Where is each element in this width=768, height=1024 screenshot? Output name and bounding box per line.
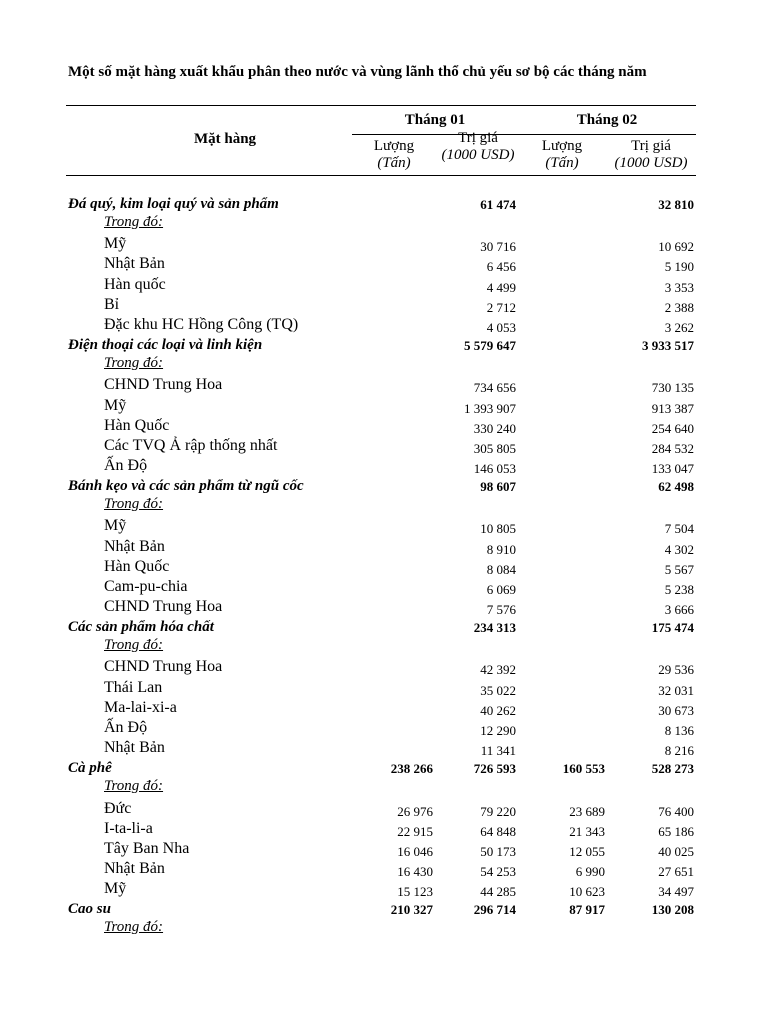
header-qty-month1 bbox=[360, 138, 428, 172]
value-month1-cell: 2 712 bbox=[486, 300, 516, 315]
table-row bbox=[0, 820, 768, 840]
subheading-row bbox=[0, 779, 768, 799]
value-month1-cell: 8 084 bbox=[486, 562, 516, 577]
table-row bbox=[0, 860, 768, 880]
category-row bbox=[0, 477, 768, 497]
value-month2-cell: 528 273 bbox=[651, 761, 694, 776]
country-label: Tây Ban Nha bbox=[104, 840, 190, 857]
qty-month2-cell: 10 623 bbox=[569, 884, 605, 899]
value-month2-cell: 29 536 bbox=[658, 662, 694, 677]
qty-month1-cell: 16 430 bbox=[397, 864, 433, 879]
value-month1-cell: 8 910 bbox=[486, 542, 516, 557]
table-row bbox=[0, 699, 768, 719]
value-month1-cell: 4 499 bbox=[486, 280, 516, 295]
table-header-bottom-rule bbox=[66, 175, 696, 176]
value-month1-cell: 10 805 bbox=[480, 521, 516, 536]
category-row bbox=[0, 195, 768, 215]
value-month1-cell: 40 262 bbox=[480, 703, 516, 718]
table-row bbox=[0, 517, 768, 537]
header-item: Mặt hàng bbox=[193, 131, 257, 147]
header-value-label: Trị giá bbox=[458, 130, 498, 146]
value-month1-cell: 42 392 bbox=[480, 662, 516, 677]
subheading-label: Trong đó: bbox=[104, 496, 164, 512]
subheading-label: Trong đó: bbox=[104, 637, 164, 653]
value-month1-cell: 30 716 bbox=[480, 239, 516, 254]
category-label: Các sản phẩm hóa chất bbox=[68, 619, 214, 635]
page-title: Một số mặt hàng xuất khẩu phân theo nước và vùng lãnh thổ chủ yếu sơ bộ các tháng năm bbox=[68, 64, 647, 80]
header-month2: Tháng 02 bbox=[576, 112, 638, 128]
country-label: I-ta-li-a bbox=[104, 820, 153, 837]
category-label: Cao su bbox=[68, 901, 111, 917]
value-month1-cell: 330 240 bbox=[473, 421, 516, 436]
table-row bbox=[0, 397, 768, 417]
qty-month1-cell: 238 266 bbox=[390, 761, 433, 776]
qty-month1-cell: 22 915 bbox=[397, 824, 433, 839]
value-month1-cell: 79 220 bbox=[480, 804, 516, 819]
value-month2-cell: 27 651 bbox=[658, 864, 694, 879]
table-row bbox=[0, 376, 768, 396]
header-value-month1 bbox=[438, 130, 518, 175]
value-month1-cell: 6 069 bbox=[486, 582, 516, 597]
country-label: Ấn Độ bbox=[104, 719, 148, 736]
table-row bbox=[0, 598, 768, 618]
header-qty-unit: (Tấn) bbox=[545, 155, 579, 171]
table-row bbox=[0, 840, 768, 860]
country-label: Mỹ bbox=[104, 517, 127, 534]
header-qty-unit: (Tấn) bbox=[377, 155, 411, 171]
table-row bbox=[0, 296, 768, 316]
country-label: Thái Lan bbox=[104, 679, 163, 696]
header-qty-label: Lượng bbox=[541, 138, 583, 154]
header-value-unit: (1000 USD) bbox=[614, 155, 688, 171]
value-month2-cell: 7 504 bbox=[664, 521, 694, 536]
country-label: Nhật Bản bbox=[104, 255, 165, 272]
value-month1-cell: 7 576 bbox=[486, 602, 516, 617]
table-row bbox=[0, 679, 768, 699]
value-month1-cell: 734 656 bbox=[473, 380, 516, 395]
value-month2-cell: 254 640 bbox=[651, 421, 694, 436]
value-month2-cell: 730 135 bbox=[651, 380, 694, 395]
table-row bbox=[0, 558, 768, 578]
value-month2-cell: 8 136 bbox=[664, 723, 694, 738]
category-label: Điện thoại các loại và linh kiện bbox=[68, 337, 263, 353]
country-label: CHND Trung Hoa bbox=[104, 598, 223, 615]
qty-month2-cell: 12 055 bbox=[569, 844, 605, 859]
qty-month1-cell: 16 046 bbox=[397, 844, 433, 859]
table-row bbox=[0, 417, 768, 437]
country-label: Hàn Quốc bbox=[104, 417, 170, 434]
header-value-unit: (1000 USD) bbox=[441, 147, 515, 163]
qty-month1-cell: 15 123 bbox=[397, 884, 433, 899]
table-row bbox=[0, 437, 768, 457]
category-row bbox=[0, 336, 768, 356]
value-month2-cell: 65 186 bbox=[658, 824, 694, 839]
table-row bbox=[0, 739, 768, 759]
value-month2-cell: 3 353 bbox=[664, 280, 694, 295]
qty-month1-cell: 26 976 bbox=[397, 804, 433, 819]
country-label: Nhật Bản bbox=[104, 860, 165, 877]
value-month1-cell: 98 607 bbox=[480, 479, 516, 494]
subheading-row bbox=[0, 920, 768, 940]
value-month1-cell: 35 022 bbox=[480, 683, 516, 698]
subheading-row bbox=[0, 356, 768, 376]
subheading-row bbox=[0, 497, 768, 517]
value-month2-cell: 3 933 517 bbox=[642, 338, 694, 353]
header-value-month2 bbox=[604, 138, 698, 172]
category-label: Cà phê bbox=[68, 760, 112, 776]
value-month2-cell: 34 497 bbox=[658, 884, 694, 899]
value-month2-cell: 30 673 bbox=[658, 703, 694, 718]
country-label: Đức bbox=[104, 800, 132, 817]
value-month1-cell: 50 173 bbox=[480, 844, 516, 859]
value-month1-cell: 4 053 bbox=[486, 320, 516, 335]
table-row bbox=[0, 276, 768, 296]
country-label: Nhật Bản bbox=[104, 538, 165, 555]
value-month1-cell: 726 593 bbox=[473, 761, 516, 776]
value-month1-cell: 54 253 bbox=[480, 864, 516, 879]
value-month2-cell: 5 238 bbox=[664, 582, 694, 597]
value-month1-cell: 44 285 bbox=[480, 884, 516, 899]
value-month2-cell: 5 190 bbox=[664, 259, 694, 274]
header-qty-label: Lượng bbox=[373, 138, 415, 154]
value-month2-cell: 5 567 bbox=[664, 562, 694, 577]
country-label: Mỹ bbox=[104, 397, 127, 414]
category-row bbox=[0, 759, 768, 779]
value-month2-cell: 284 532 bbox=[651, 441, 694, 456]
qty-month1-cell: 210 327 bbox=[390, 902, 433, 917]
value-month2-cell: 40 025 bbox=[658, 844, 694, 859]
country-label: Các TVQ Ả rập thống nhất bbox=[104, 437, 278, 454]
subheading-row bbox=[0, 215, 768, 235]
qty-month2-cell: 23 689 bbox=[569, 804, 605, 819]
value-month2-cell: 8 216 bbox=[664, 743, 694, 758]
value-month2-cell: 62 498 bbox=[658, 479, 694, 494]
country-label: Ấn Độ bbox=[104, 457, 148, 474]
table-row bbox=[0, 235, 768, 255]
value-month1-cell: 6 456 bbox=[486, 259, 516, 274]
table-row bbox=[0, 880, 768, 900]
table-row bbox=[0, 719, 768, 739]
subheading-label: Trong đó: bbox=[104, 778, 164, 794]
value-month2-cell: 2 388 bbox=[664, 300, 694, 315]
table-row bbox=[0, 658, 768, 678]
country-label: Bỉ bbox=[104, 296, 120, 313]
value-month2-cell: 10 692 bbox=[658, 239, 694, 254]
header-month1: Tháng 01 bbox=[404, 112, 466, 128]
value-month2-cell: 130 208 bbox=[651, 902, 694, 917]
qty-month2-cell: 160 553 bbox=[562, 761, 605, 776]
header-value-label: Trị giá bbox=[631, 138, 671, 154]
value-month2-cell: 913 387 bbox=[651, 401, 694, 416]
table-row bbox=[0, 800, 768, 820]
category-label: Bánh kẹo và các sản phẩm từ ngũ cốc bbox=[68, 478, 304, 494]
subheading-row bbox=[0, 638, 768, 658]
value-month2-cell: 3 262 bbox=[664, 320, 694, 335]
table-row bbox=[0, 316, 768, 336]
subheading-label: Trong đó: bbox=[104, 214, 164, 230]
value-month1-cell: 1 393 907 bbox=[464, 401, 516, 416]
value-month2-cell: 175 474 bbox=[651, 620, 694, 635]
value-month1-cell: 64 848 bbox=[480, 824, 516, 839]
country-label: Mỹ bbox=[104, 235, 127, 252]
country-label: CHND Trung Hoa bbox=[104, 658, 223, 675]
category-row bbox=[0, 618, 768, 638]
value-month1-cell: 12 290 bbox=[480, 723, 516, 738]
country-label: Ma-lai-xi-a bbox=[104, 699, 177, 716]
country-label: Đặc khu HC Hồng Công (TQ) bbox=[104, 316, 299, 333]
category-label: Đá quý, kim loại quý và sản phẩm bbox=[68, 196, 279, 212]
country-label: Hàn Quốc bbox=[104, 558, 170, 575]
country-label: CHND Trung Hoa bbox=[104, 376, 223, 393]
header-qty-month2 bbox=[528, 138, 596, 172]
qty-month2-cell: 21 343 bbox=[569, 824, 605, 839]
category-row bbox=[0, 900, 768, 920]
table-top-rule bbox=[66, 105, 696, 106]
subheading-label: Trong đó: bbox=[104, 355, 164, 371]
value-month2-cell: 76 400 bbox=[658, 804, 694, 819]
value-month2-cell: 32 810 bbox=[658, 197, 694, 212]
month-header-rule bbox=[352, 134, 696, 135]
value-month2-cell: 3 666 bbox=[664, 602, 694, 617]
value-month2-cell: 4 302 bbox=[664, 542, 694, 557]
table-row bbox=[0, 578, 768, 598]
country-label: Nhật Bản bbox=[104, 739, 165, 756]
value-month1-cell: 61 474 bbox=[480, 197, 516, 212]
value-month1-cell: 296 714 bbox=[473, 902, 516, 917]
value-month2-cell: 133 047 bbox=[651, 461, 694, 476]
table-row bbox=[0, 457, 768, 477]
qty-month2-cell: 87 917 bbox=[569, 902, 605, 917]
table-row bbox=[0, 538, 768, 558]
value-month1-cell: 146 053 bbox=[473, 461, 516, 476]
country-label: Mỹ bbox=[104, 880, 127, 897]
table-row bbox=[0, 255, 768, 275]
country-label: Cam-pu-chia bbox=[104, 578, 188, 595]
country-label: Hàn quốc bbox=[104, 276, 166, 293]
value-month1-cell: 305 805 bbox=[473, 441, 516, 456]
value-month2-cell: 32 031 bbox=[658, 683, 694, 698]
value-month1-cell: 234 313 bbox=[473, 620, 516, 635]
value-month1-cell: 5 579 647 bbox=[464, 338, 516, 353]
subheading-label: Trong đó: bbox=[104, 919, 164, 935]
qty-month2-cell: 6 990 bbox=[575, 864, 605, 879]
value-month1-cell: 11 341 bbox=[480, 743, 516, 758]
